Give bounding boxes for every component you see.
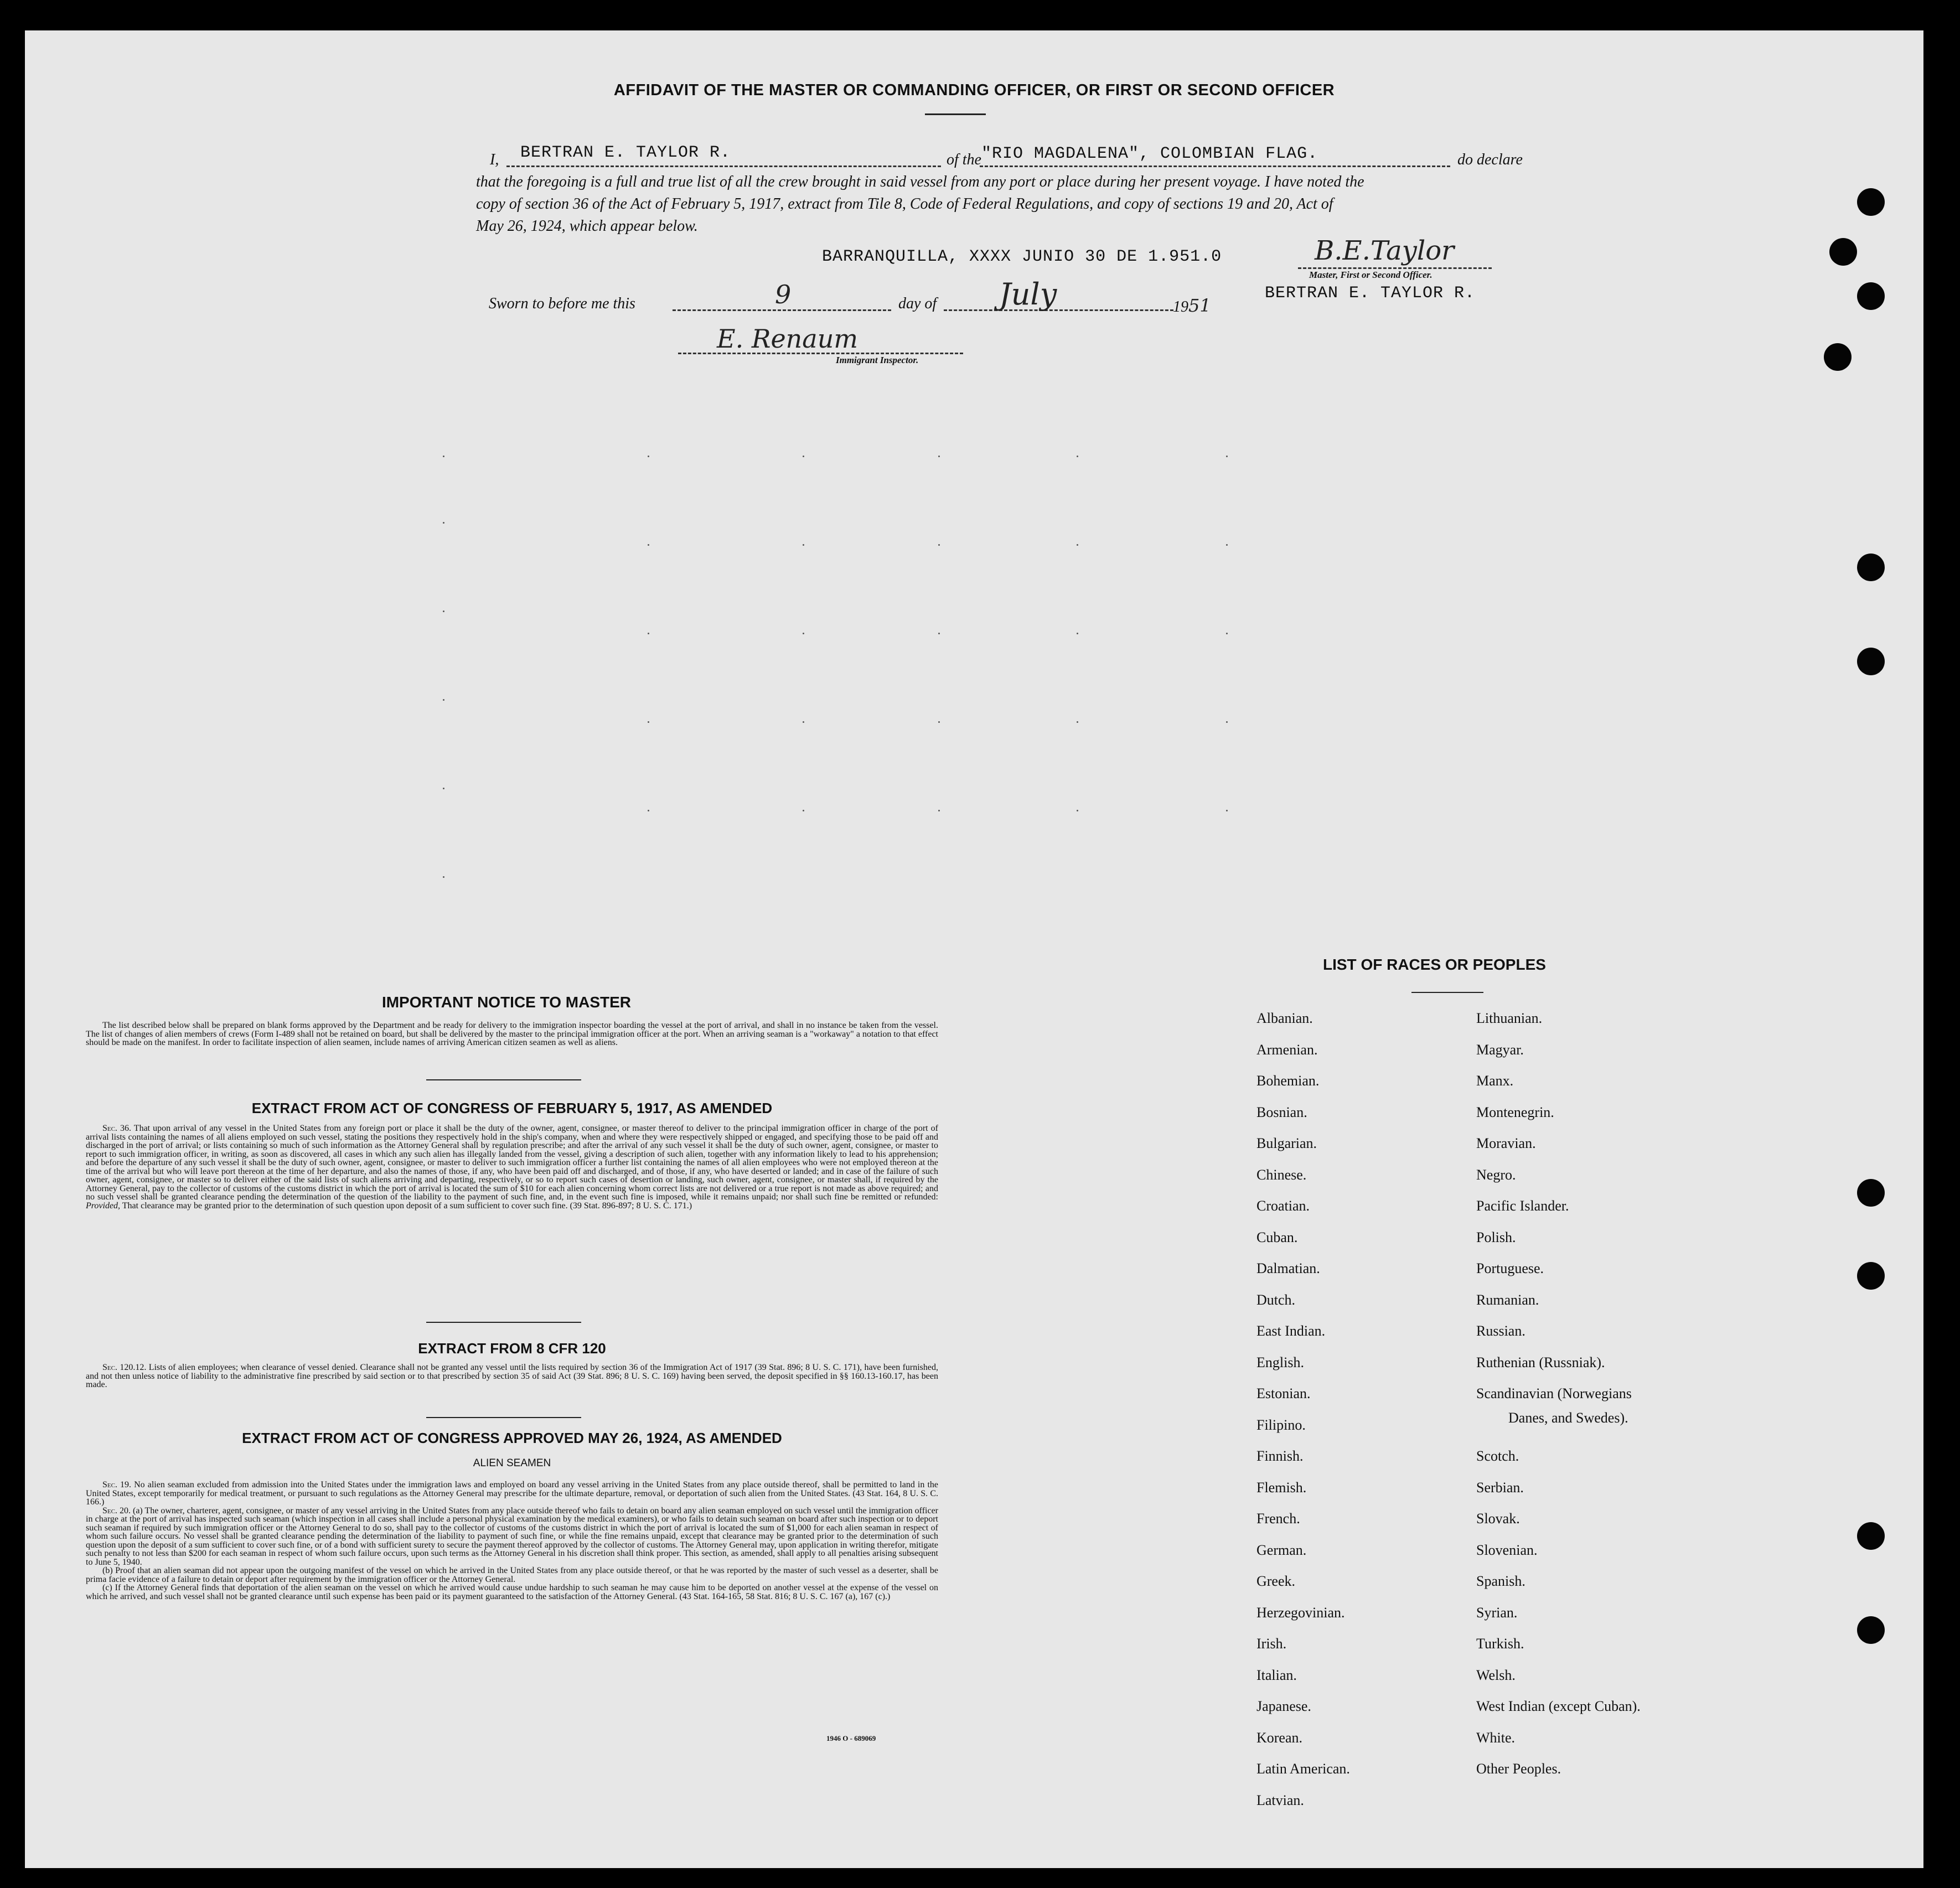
race-item: Welsh.: [1476, 1667, 1516, 1683]
print-code: 1946 O - 689069: [826, 1734, 876, 1742]
affidavit-line-4: May 26, 1924, which appear below.: [476, 218, 698, 235]
divider: [426, 1322, 581, 1323]
race-item: Ruthenian (Russniak).: [1476, 1354, 1605, 1370]
divider: [426, 1079, 581, 1080]
race-item: Latin American.: [1256, 1761, 1350, 1777]
sworn-label: Sworn to before me this: [489, 295, 635, 312]
extract-cfr-title: EXTRACT FROM 8 CFR 120: [418, 1340, 606, 1357]
inspector-caption: Immigrant Inspector.: [836, 355, 919, 365]
punch-hole: [1857, 188, 1885, 216]
notice-text: The list described below shall be prepared on blank forms approved by the Department and be ready for delivery to the immigration inspector boarding the vessel at the port of arrival, and shall in no instance be taken from the vessel. The list of changes of alien members of crews (Form I-489 shall not be retained on board, but shall be delivered by the master to the principal immigration officer at the port. When an arriving seaman is a "workaway" a notation to that effect should be made on the manifest. In order to facilitate inspection of alien seamen, include names of arriving American citizen seamen as well as aliens.: [86, 1021, 938, 1047]
race-item: Filipino.: [1256, 1417, 1306, 1433]
race-item: French.: [1256, 1511, 1300, 1527]
sec-36-end: That clearance may be granted prior to the determination of such question upon deposit of a sum sufficient to cover such fine. (39 Stat. 896-897; 8 U. S. C. 171.): [122, 1201, 692, 1211]
race-item: Polish.: [1476, 1229, 1516, 1245]
race-item: Japanese.: [1256, 1698, 1311, 1714]
race-item: Flemish.: [1256, 1480, 1307, 1496]
sworn-month: July: [999, 277, 1057, 312]
race-item: Danes, and Swedes).: [1508, 1410, 1628, 1426]
race-item: German.: [1256, 1542, 1307, 1558]
sig-dashline: [1298, 267, 1492, 269]
master-typed-name: BERTRAN E. TAYLOR R.: [1265, 284, 1476, 303]
master-caption: Master, First or Second Officer.: [1309, 270, 1432, 280]
extract-1917-text: [86, 1124, 938, 1210]
race-item: Estonian.: [1256, 1385, 1311, 1401]
of-the-label: of the: [947, 151, 981, 168]
race-item: Rumanian.: [1476, 1292, 1539, 1308]
sec-36-label: Sec. 36.: [102, 1124, 132, 1133]
place-date-fill: BARRANQUILLA, XXXX JUNIO 30 DE 1.951.0: [822, 247, 1222, 266]
race-item: Syrian.: [1476, 1605, 1518, 1621]
race-item: Slovenian.: [1476, 1542, 1538, 1558]
declare-label: do declare: [1457, 151, 1523, 168]
race-item: Lithuanian.: [1476, 1010, 1543, 1026]
extract-1917-title: EXTRACT FROM ACT OF CONGRESS OF FEBRUARY 5, 1917, AS AMENDED: [251, 1100, 773, 1116]
race-item: Armenian.: [1256, 1042, 1318, 1058]
race-item: Serbian.: [1476, 1480, 1524, 1496]
race-item: West Indian (except Cuban).: [1476, 1698, 1641, 1714]
sworn-day: 9: [775, 280, 792, 309]
race-item: Chinese.: [1256, 1167, 1307, 1183]
master-signature: B.E.Taylor: [1315, 235, 1455, 266]
race-item: Greek.: [1256, 1573, 1296, 1589]
affidavit-line-2: that the foregoing is a full and true list of all the crew brought in said vessel from any port or place during her present voyage. I have noted the: [476, 173, 1364, 190]
day-dashline: [673, 309, 891, 311]
extract-1924-title: EXTRACT FROM ACT OF CONGRESS APPROVED MAY 26, 1924, AS AMENDED: [242, 1430, 782, 1446]
provided-label: Provided,: [86, 1201, 121, 1211]
affidavit-title: AFFIDAVIT OF THE MASTER OR COMMANDING OFFICER, OR FIRST OR SECOND OFFICER: [613, 81, 1335, 99]
race-item: East Indian.: [1256, 1323, 1326, 1339]
race-item: Spanish.: [1476, 1573, 1525, 1589]
race-item: Bulgarian.: [1256, 1135, 1317, 1151]
race-item: Slovak.: [1476, 1511, 1520, 1527]
sec-120-label: Sec. 120.12.: [102, 1363, 147, 1372]
race-item: Negro.: [1476, 1167, 1516, 1183]
day-of-label: day of: [898, 295, 937, 312]
name-dashline: [506, 165, 941, 167]
divider: [426, 1417, 581, 1418]
sec-20a-body: (a) The owner, charterer, agent, consignee, or master of any vessel arriving in the United States from any place outside thereof who fails to detain on board any alien seaman employed on such vessel until the immigration officer in charge at the port of arrival has inspected such seaman (which inspection in all cases shall include a personal physical examination by the medical examiners), or who fails to detain such seaman on board after such inspection or to deport such seaman if required by such immigration officer or the Attorney General to do so, shall pay to the collector of customs of the customs district in which the port of arrival is located the sum of $1,000 for each alien seaman in respect of whom such failure occurs. No vessel shall be granted clearance pending the determination of the liability to payment of such fine, or while the fine remains unpaid, except that clearance may be granted prior to the determination of such question upon the deposit of a sum sufficient to cover such fine, or of a bond with sufficient surety to secure the payment thereof approved by the collector of customs. The Attorney General may, upon application in writing therefor, mitigate such penalty to not less than $200 for each seaman in respect of whom such failure occurs, upon such terms as the Attorney General in his discretion shall think proper. This section, as amended, shall apply to all penalties arising subsequent to June 5, 1940.: [86, 1506, 939, 1567]
year-prefix: 19: [1173, 298, 1188, 315]
race-item: Manx.: [1476, 1073, 1514, 1089]
vessel-dashline: [980, 165, 1450, 167]
race-item: Pacific Islander.: [1476, 1198, 1569, 1214]
race-item: Other Peoples.: [1476, 1761, 1561, 1777]
race-item: Herzegovinian.: [1256, 1605, 1345, 1621]
punch-hole: [1857, 1179, 1885, 1207]
race-item: White.: [1476, 1730, 1516, 1746]
alien-seamen-subtitle: ALIEN SEAMEN: [473, 1457, 551, 1469]
race-item: Korean.: [1256, 1730, 1303, 1746]
race-item: Scandinavian (Norwegians: [1476, 1385, 1632, 1401]
sec-19-label: Sec. 19.: [102, 1480, 132, 1489]
race-item: Magyar.: [1476, 1042, 1524, 1058]
punch-hole: [1824, 343, 1852, 371]
inspector-signature: E. Renaum: [717, 324, 858, 354]
race-item: English.: [1256, 1354, 1304, 1370]
race-item: Moravian.: [1476, 1135, 1536, 1151]
race-item: Finnish.: [1256, 1448, 1304, 1464]
race-item: Italian.: [1256, 1667, 1297, 1683]
year-suffix: 51: [1188, 295, 1211, 316]
i-label: I,: [490, 151, 499, 168]
punch-hole: [1857, 1522, 1885, 1550]
punch-hole: [1857, 648, 1885, 675]
races-title: LIST OF RACES OR PEOPLES: [1323, 956, 1546, 973]
race-item: Albanian.: [1256, 1010, 1313, 1026]
vessel-fill: "RIO MAGDALENA", COLOMBIAN FLAG.: [981, 144, 1318, 163]
sec-20-label: Sec. 20.: [102, 1506, 131, 1515]
extract-cfr-text: [86, 1363, 938, 1389]
punch-hole: [1857, 282, 1885, 310]
race-item: Bosnian.: [1256, 1104, 1307, 1120]
races-divider: [1411, 992, 1483, 993]
extract-1924-text: [86, 1481, 938, 1601]
punch-hole: [1829, 238, 1857, 266]
title-divider: [925, 113, 986, 115]
sec-20b-body: (b) Proof that an alien seaman did not appear upon the outgoing manifest of the vessel on which he arrived in the United States from any place outside thereof, or that he was reported by the master of such vessel as a deserter, shall be prima facie evidence of a failure to detain or deport after requirement by the immigration officer or the Attorney General.: [86, 1566, 938, 1584]
sec-36-body: That upon arrival of any vessel in the United States from any foreign port or place it shall be the duty of the owner, agent, consignee, or master thereof to deliver to the principal immigration officer in charge of the port of arrival lists containing the names of all aliens employed on such vessel, stating the positions they respectively hold in the ship's company, when and where they were respectively shipped or engaged, and specifying those to be paid off and discharged in the port of arrival; or lists containing so much of such information as the Attorney General shall by regulation prescribe; and after the arrival of any such vessel it shall be the duty of such owner, agent, consignee, or master to report to such immigration officer, in writing, as soon as discovered, all cases in which any such alien has illegally landed from the vessel, giving a description of such alien, together with any information likely to lead to his apprehension; and before the departure of any such vessel it shall be the duty of such owner, agent, consignee, or master to deliver to such immigration officer a further list containing the names of all alien employees who were not employed thereon at the time of the arrival but who will leave port thereon at the time of her departure, and also the names of those, if any, who have been paid off and discharged, and of those, if any, who have deserted or landed; and in case of the failure of such owner, agent, consignee, or master so to deliver either of the said lists of such aliens arriving and departing, respectively, or so to report such cases of desertion or landing, such owner, agent, consignee, or master shall, if required by the Attorney General, pay to the collector of customs of the customs district in which the port of arrival is located the sum of $10 for each alien concerning whom correct lists are not delivered or a true report is not made as above required; and no such vessel shall be granted clearance pending the determination of the question of the liability to the payment of such fine, and, in the event such fine is imposed, while it remains unpaid; nor shall such fine be remitted or refunded:: [86, 1124, 938, 1202]
punch-hole: [1857, 1262, 1885, 1290]
month-dashline: [944, 309, 1173, 311]
race-item: Russian.: [1476, 1323, 1525, 1339]
sec-19-body: No alien seaman excluded from admission into the United States under the immigration laws and employed on board any vessel arriving in the United States from any place outside thereof, shall be permitted to land in the United States, except temporarily for medical treatment, or pursuant to such regulations as the Attorney General may prescribe for the ultimate departure, removal, or deportation of such alien from the United States. (43 Stat. 164, 8 U. S. C. 166.): [86, 1480, 938, 1507]
race-item: Cuban.: [1256, 1229, 1298, 1245]
race-item: Croatian.: [1256, 1198, 1310, 1214]
punch-hole: [1857, 554, 1885, 581]
race-item: Portuguese.: [1476, 1260, 1544, 1276]
race-item: Dutch.: [1256, 1292, 1296, 1308]
race-item: Latvian.: [1256, 1792, 1304, 1808]
race-item: Turkish.: [1476, 1636, 1524, 1652]
master-name-fill: BERTRAN E. TAYLOR R.: [520, 143, 731, 162]
race-item: Dalmatian.: [1256, 1260, 1320, 1276]
punch-hole: [1857, 1616, 1885, 1644]
document-page: [25, 30, 1923, 1868]
sec-120-body: Lists of alien employees; when clearance of vessel denied. Clearance shall not be granted any vessel until the lists required by section 36 of the Immigration Act of 1917 (39 Stat. 896; 8 U. S. C. 171), have been furnished, and not then unless notice of liability to the administrative fine prescribed by said section or to that prescribed by section 35 of said Act (39 Stat. 896; 8 U. S. C. 169) having been served, the deposit specified in §§ 160.13-160.17, has been made.: [86, 1363, 939, 1389]
affidavit-line-3: copy of section 36 of the Act of February 5, 1917, extract from Tile 8, Code of Federal Regulations, and copy of sections 19 and 20, Act of: [476, 195, 1333, 213]
race-item: Scotch.: [1476, 1448, 1519, 1464]
race-item: Irish.: [1256, 1636, 1287, 1652]
sec-20c-body: (c) If the Attorney General finds that deportation of the alien seaman on the vessel on which he arrived would cause undue hardship to such seaman he may cause him to be deported on another vessel at the expense of the vessel on which he arrived, and such vessel shall not be granted clearance until such expense has been paid or its payment guaranteed to the satisfaction of the Attorney General. (43 Stat. 164-165, 58 Stat. 816; 8 U. S. C. 167 (a), 167 (c).): [86, 1583, 938, 1601]
notice-title: IMPORTANT NOTICE TO MASTER: [381, 994, 632, 1011]
race-item: Bohemian.: [1256, 1073, 1320, 1089]
race-item: Montenegrin.: [1476, 1104, 1554, 1120]
